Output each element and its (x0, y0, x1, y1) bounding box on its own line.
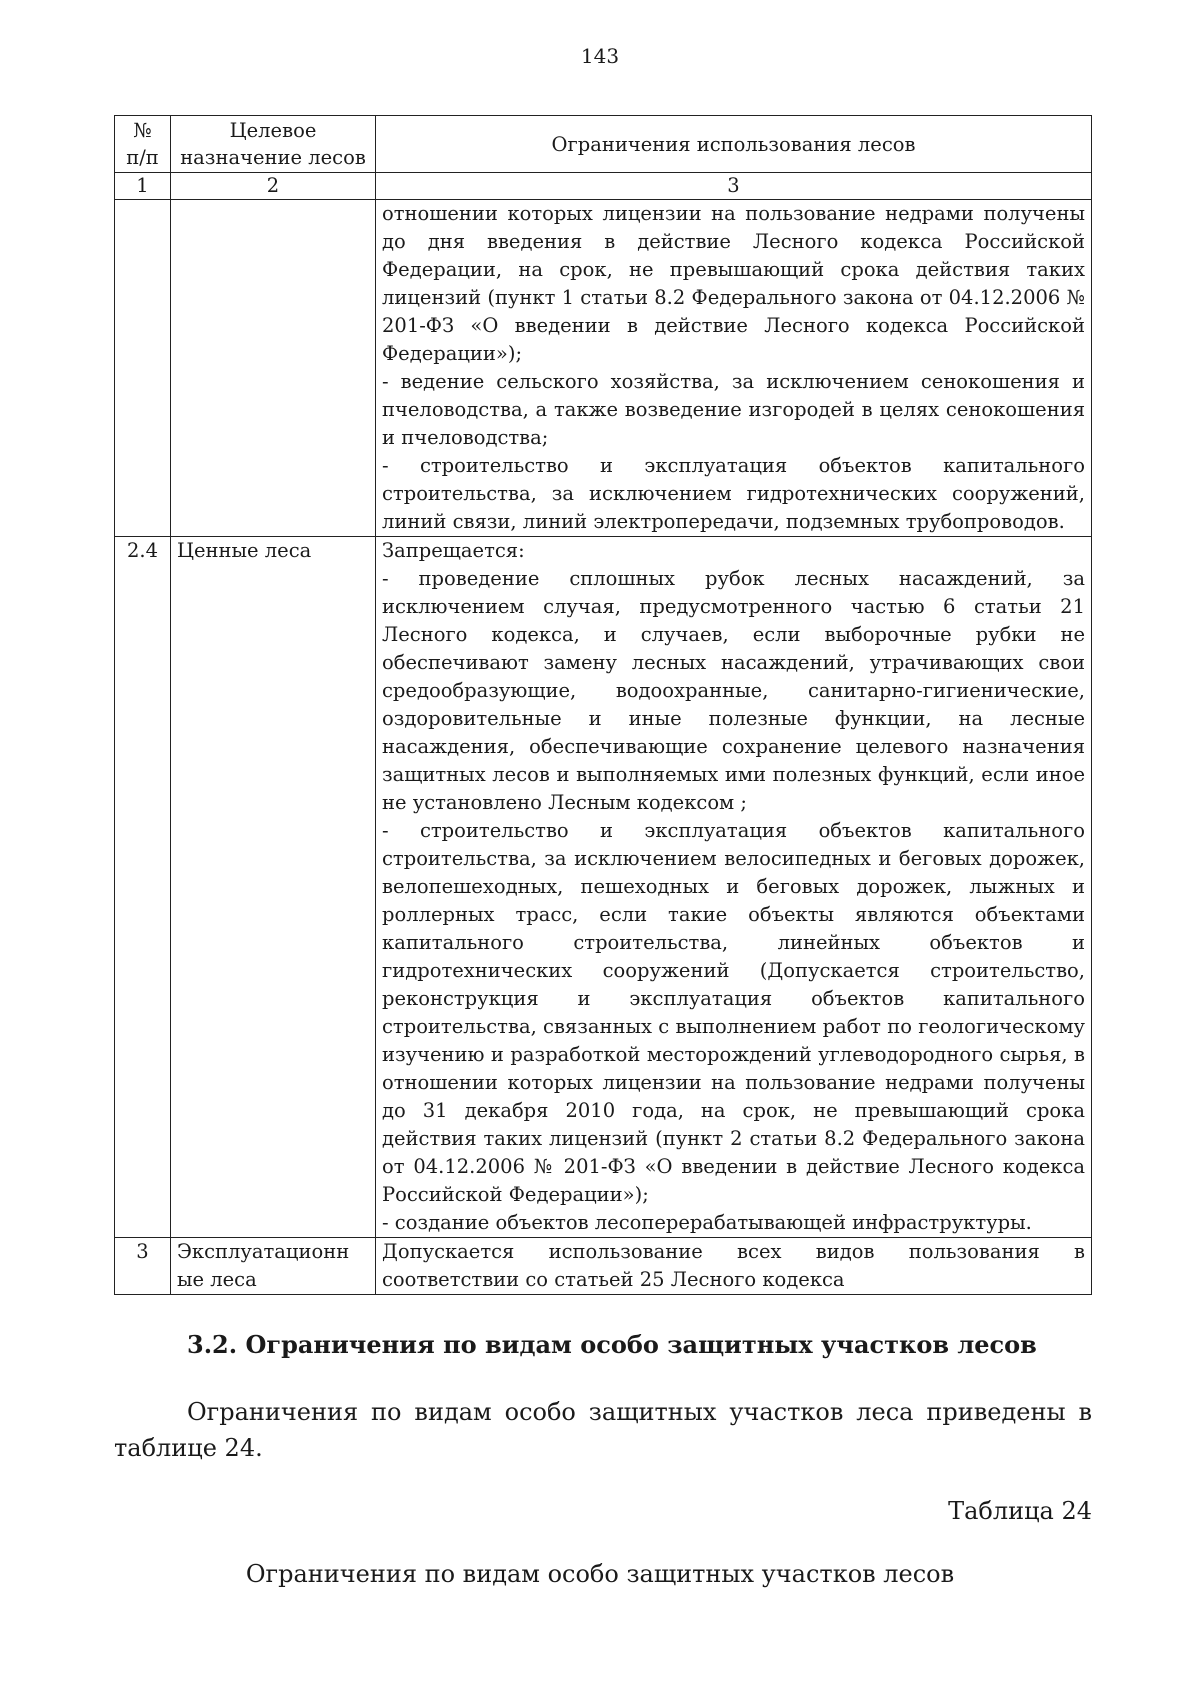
row-purpose: Эксплуатационн ые леса (171, 1238, 376, 1295)
restriction-paragraph: Запрещается: (382, 539, 525, 562)
row-restrictions (376, 537, 1092, 1238)
restriction-paragraph: - строительство и эксплуатация объектов капитального строительства, за исключением велосипедных и беговых дорожек, велопешеходных, пешеходных и беговых дорожек, лыжных и роллерных трасс, если такие объекты являются объектами капитального строительства, линейных объектов и гидротехнических сооружений (Допускается строительство, реконструкция и эксплуатация объектов капитального строительства, связанных с выполнением работ по геологическому изучению и разработкой месторождений углеводородного сырья, в отношении которых лицензии на пользование недрами получены до 31 декабря 2010 года, на срок, не превышающий срока действия таких лицензий (пункт 2 статьи 8.2 Федерального закона от 04.12.2006 № 201-ФЗ «О введении в действие Лесного кодекса Российской Федерации»); (382, 819, 1085, 1206)
row-num: 3 (115, 1238, 171, 1295)
section-heading: 3.2. Ограничения по видам особо защитных участков лесов (187, 1330, 1037, 1359)
body-paragraph: Ограничения по видам особо защитных участков леса приведены в таблице 24. (114, 1398, 1092, 1462)
restriction-paragraph: - строительство и эксплуатация объектов капитального строительства, за исключением гидротехнических сооружений, линий связи, линий электропередачи, подземных трубопроводов. (382, 454, 1085, 533)
table-row (115, 537, 1092, 1238)
row-purpose: Ценные леса (171, 537, 376, 1238)
row-restrictions (376, 200, 1092, 537)
restriction-paragraph: - создание объектов лесоперерабатывающей инфраструктуры. (382, 1211, 1032, 1234)
restriction-paragraph: Допускается использование всех видов пользования в соответствии со статьей 25 Лесного кодекса (382, 1240, 1085, 1291)
restriction-paragraph: - ведение сельского хозяйства, за исключением сенокошения и пчеловодства, а также возведение изгородей в целях сенокошения и пчеловодства; (382, 370, 1085, 449)
column-number-row (115, 173, 1092, 200)
table-caption: Ограничения по видам особо защитных участков лесов (245, 1560, 955, 1588)
header-purpose: Целевое назначение лесов (171, 116, 376, 173)
page-number: 143 (580, 44, 620, 68)
row-num (115, 200, 171, 537)
table-row (115, 200, 1092, 537)
restriction-paragraph: отношении которых лицензии на пользование недрами получены до дня введения в действие Лесного кодекса Российской Федерации, на срок, не превышающий срока действия таких лицензий (пункт 1 статьи 8.2 Федерального закона от 04.12.2006 № 201-ФЗ «О введении в действие Лесного кодекса Российской Федерации»); (382, 202, 1085, 365)
row-purpose (171, 200, 376, 537)
row-num: 2.4 (115, 537, 171, 1238)
restrictions-table (114, 115, 1092, 1295)
header-num: № п/п (115, 116, 171, 173)
row-restrictions (376, 1238, 1092, 1295)
column-number: 3 (376, 173, 1092, 200)
header-restrictions: Ограничения использования лесов (376, 116, 1092, 173)
table-header-row (115, 116, 1092, 173)
column-number: 2 (171, 173, 376, 200)
table-label: Таблица 24 (948, 1497, 1092, 1525)
column-number: 1 (115, 173, 171, 200)
restriction-paragraph: - проведение сплошных рубок лесных насаждений, за исключением случая, предусмотренного частью 6 статьи 21 Лесного кодекса, и случаев, если выборочные рубки не обеспечивают замену лесных насаждений, утрачивающих свои средообразующие, водоохранные, санитарно-гигиенические, оздоровительные и иные полезные функции, на лесные насаждения, обеспечивающие сохранение целевого назначения защитных лесов и выполняемых ими полезных функций, если иное не установлено Лесным кодексом ; (382, 567, 1085, 814)
table-row (115, 1238, 1092, 1295)
